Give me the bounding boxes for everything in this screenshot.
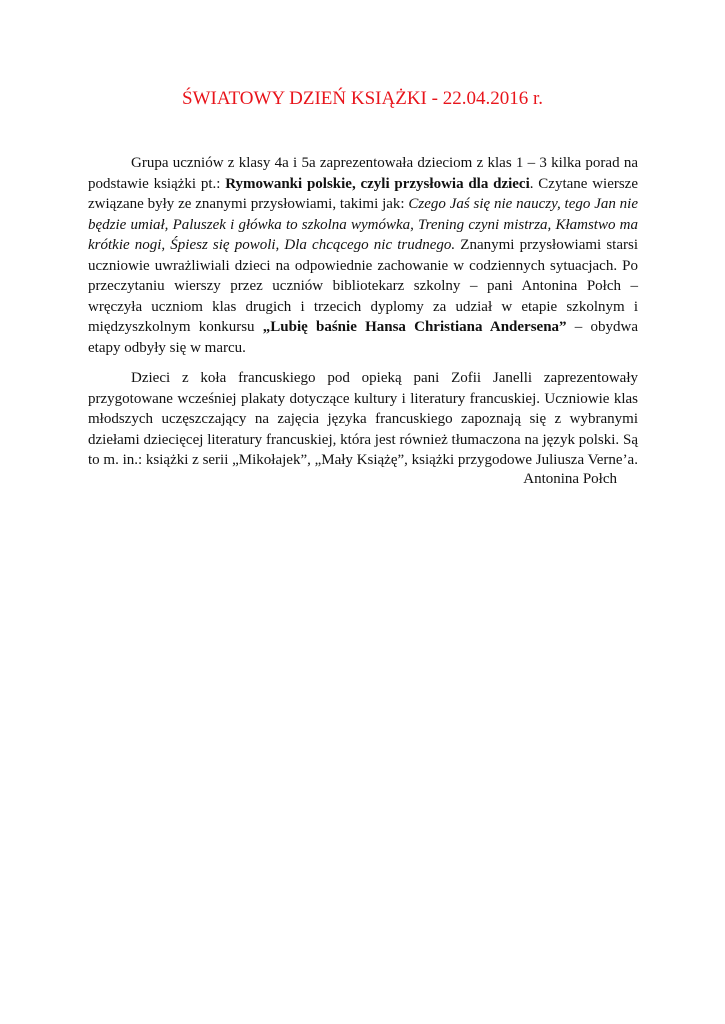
paragraph-1-text-4: – obydwa etapy odbyły się w marcu. (88, 319, 638, 356)
contest-name: „Lubię baśnie Hansa Christiana Andersena” (262, 319, 567, 335)
document-title: ŚWIATOWY DZIEŃ KSIĄŻKI - 22.04.2016 r. (182, 88, 543, 109)
paragraph-1-text-1: Grupa uczniów z klasy 4a i 5a zaprezentowała dzieciom z klas 1 – 3 kilka porad na podstawie książki pt.: (88, 155, 638, 192)
book-title: Rymowanki polskie, czyli przysłowia dla dzieci (225, 175, 530, 192)
author-signature: Antonina Połch (523, 471, 617, 487)
paragraph-1-text-3: Znanymi przysłowiami starsi uczniowie uwrażliwiali dzieci na odpowiednie zachowanie w codziennych sytuacjach. Po przeczytaniu wierszy przez uczniów bibliotekarz szkolny – pani Antonina Połch – wręczyła uczniom klas drugich i trzecich dyplomy za udział w etapie szkolnym i międzyszkolnym konkursu (88, 237, 639, 335)
paragraph-2: Dzieci z koła francuskiego pod opieką pani Zofii Janelli zaprezentowały przygotowane wcześniej plakaty dotyczące kultury i literatury francuskiej. Uczniowie klas młodszych uczęszczający na zajęcia języka francuskiego zapoznają się z wybranymi dziełami dziecięcej literatury francuskiej, która jest również tłumaczona na język polski. Są to m. in.: książki z serii „Mikołajek”, „Mały Książę”, książki przygodowe Juliusza Verne’a. (88, 370, 638, 468)
document-body (88, 153, 638, 471)
paragraph-1-text-2: . Czytane wiersze związane były ze znanymi przysłowiami, takimi jak: (88, 175, 638, 212)
proverbs-list: Czego Jaś się nie nauczy, tego Jan nie będzie umiał, Paluszek i główka to szkolna wymówka, Trening czyni mistrza, Kłamstwo ma krótkie nogi, Śpiesz się powoli, Dla chcącego nic trudnego. (88, 196, 638, 253)
paragraph-1 (88, 153, 638, 358)
